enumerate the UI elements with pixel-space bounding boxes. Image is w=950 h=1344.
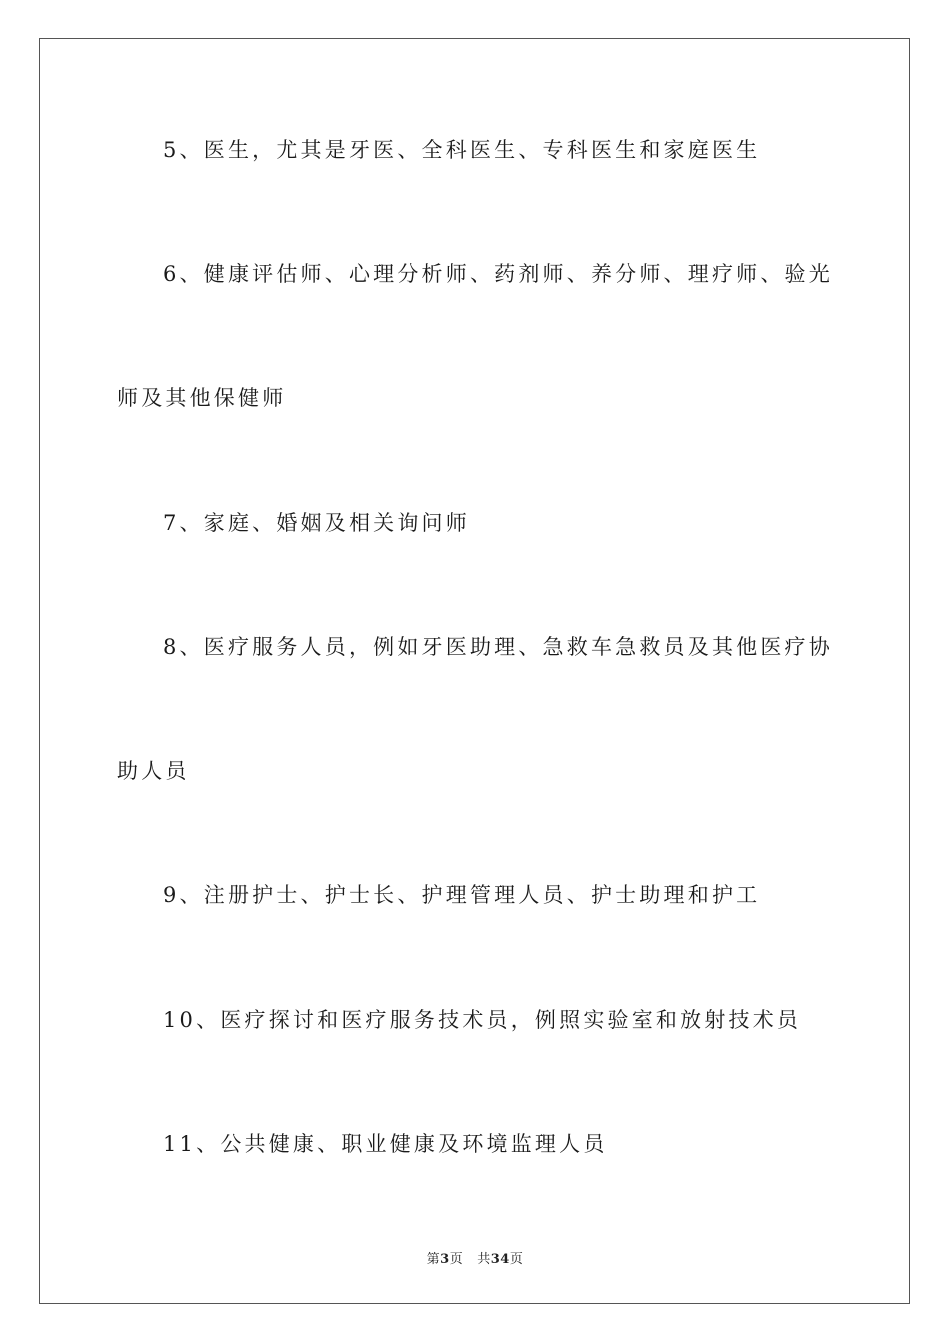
list-item-5: 5、医生，尤其是牙医、全科医生、专科医生和家庭医生 — [163, 138, 761, 162]
list-item-6: 6、健康评估师、心理分析师、药剂师、养分师、理疗师、验光 — [163, 262, 833, 286]
footer-total-pages: 34 — [490, 1252, 510, 1267]
footer-page-prefix: 第 — [426, 1252, 441, 1267]
list-item-10: 10、医疗探讨和医疗服务技术员，例照实验室和放射技术员 — [163, 1008, 802, 1032]
footer-total-prefix: 共 — [477, 1252, 491, 1267]
page-border — [39, 38, 910, 1304]
page-footer — [0, 1248, 950, 1267]
list-item-8: 8、医疗服务人员，例如牙医助理、急救车急救员及其他医疗协 — [163, 635, 833, 659]
list-item-11: 11、公共健康、职业健康及环境监理人员 — [163, 1132, 608, 1156]
list-item-8-continuation: 助人员 — [117, 759, 190, 783]
footer-total-suffix: 页 — [509, 1252, 524, 1267]
footer-page-number: 3 — [440, 1252, 450, 1267]
list-item-6-continuation: 师及其他保健师 — [117, 386, 287, 410]
list-item-9: 9、注册护士、护士长、护理管理人员、护士助理和护工 — [163, 883, 761, 907]
footer-page-suffix: 页 — [449, 1252, 464, 1267]
list-item-7: 7、家庭、婚姻及相关询问师 — [163, 511, 470, 535]
